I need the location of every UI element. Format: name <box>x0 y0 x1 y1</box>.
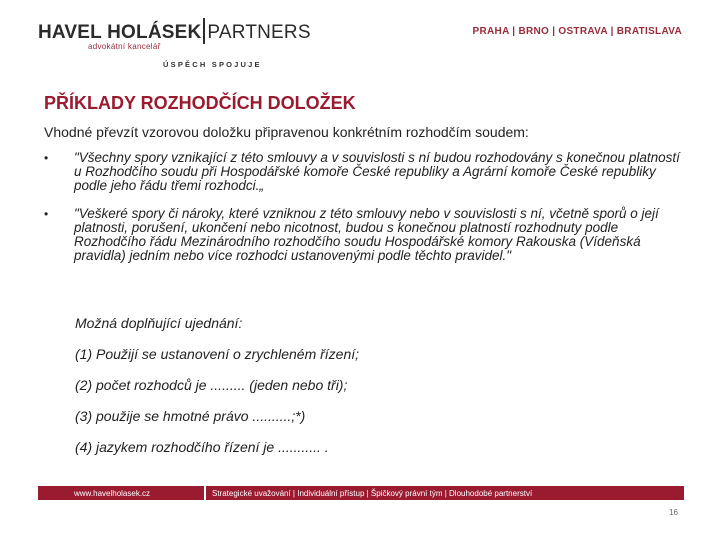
footer-values: Strategické uvažování | Individuální přístup | Špičkový právní tým | Dlouhodobé partnerství <box>212 488 533 498</box>
slide-title: PŘÍKLADY ROZHODČÍCH DOLOŽEK <box>44 93 356 113</box>
provision-item: (2) počet rozhodců je ......... (jeden nebo tři); <box>75 377 348 393</box>
office-cities: PRAHA | BRNO | OSTRAVA | BRATISLAVA <box>472 26 682 37</box>
additional-provisions <box>75 314 675 469</box>
clause-text: "Všechny spory vznikající z této smlouvy a v souvislosti s ní budou rozhodovány s konečnou platností u Rozhodčího soudu při Hospodářské komoře České republiky a Agrární komoře České republiky podle jeho řádu třemi rozhodci.„ <box>74 150 680 193</box>
logo-brand-name: HAVEL HOLÁSEK <box>38 22 202 43</box>
provisions-heading: Možná doplňující ujednání: <box>75 315 243 331</box>
page-number: 16 <box>669 508 678 517</box>
tagline: ÚSPĚCH SPOJUJE <box>163 60 262 69</box>
logo-partners: PARTNERS <box>207 22 311 43</box>
clause-list <box>44 151 684 277</box>
bullet-marker: • <box>44 151 49 165</box>
bullet-marker: • <box>44 207 49 221</box>
clause-item <box>44 151 684 193</box>
footer-bar <box>38 486 684 500</box>
provision-item: (4) jazykem rozhodčího řízení je ........... . <box>75 439 329 455</box>
logo-brand <box>38 18 311 44</box>
clause-text: "Veškeré spory či nároky, které vzniknou z této smlouvy nebo v souvislosti s ní, včetně sporů o její platnosti, porušení, ukončení nebo nicotnost, budou s konečnou platností rozhodnuty podle Rozhodčího řádu Mezinárodního rozhodčího soudu Hospodářské komory Rakouska (Vídeňská pravidla) jedním nebo více rozhodci ustanovenými podle těchto pravidel." <box>74 206 659 263</box>
provision-item: (1) Použijí se ustanovení o zrychleném řízení; <box>75 346 360 362</box>
logo-divider <box>203 18 205 44</box>
footer-url: www.havelholasek.cz <box>74 488 151 498</box>
clause-item <box>44 207 684 263</box>
provision-item: (3) použije se hmotné právo ..........;*) <box>75 408 306 424</box>
logo-subtitle: advokátní kancelář <box>88 42 161 51</box>
intro-text: Vhodné převzít vzorovou doložku připravenou konkrétním rozhodčím soudem: <box>44 124 529 140</box>
